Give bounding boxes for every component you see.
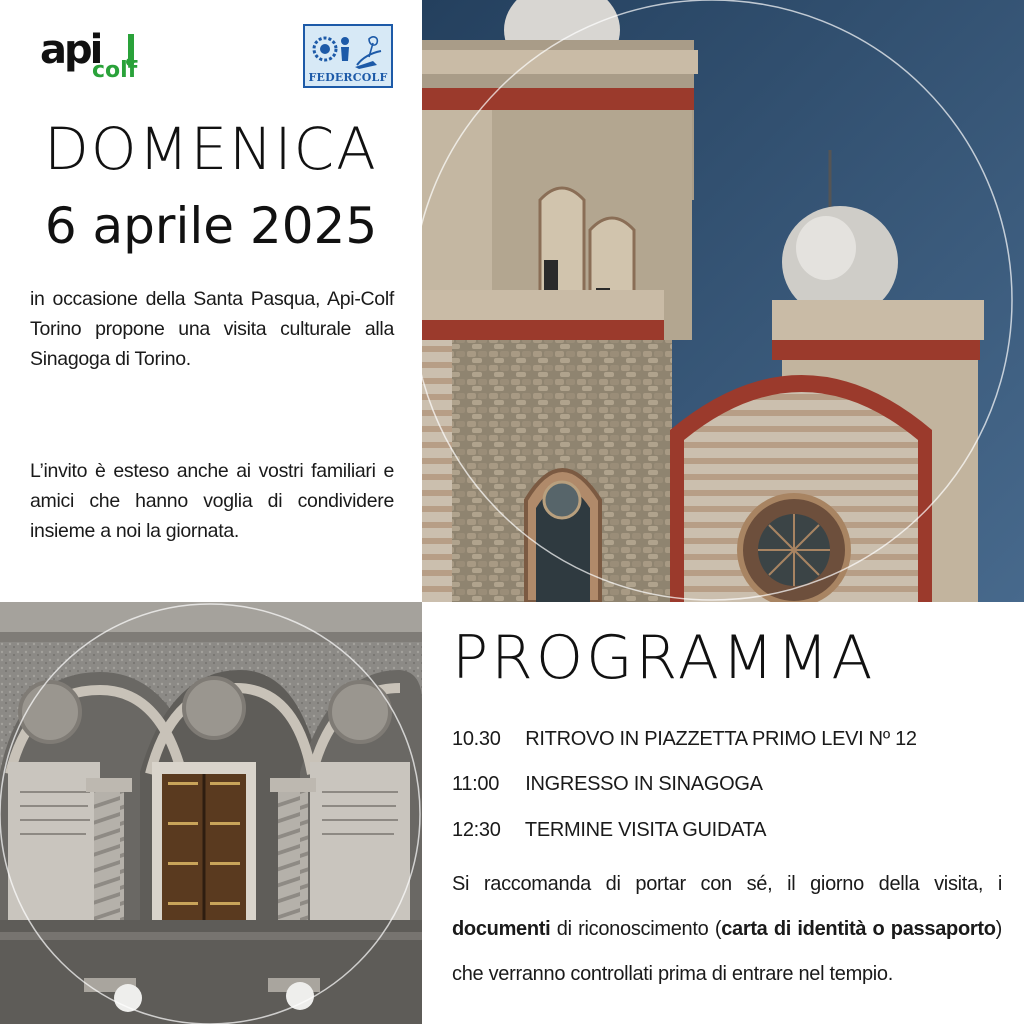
synagogue-portico-photo — [0, 602, 422, 1024]
schedule-time: 12:30 — [452, 819, 501, 841]
federcolf-logo — [303, 24, 393, 88]
schedule-row — [452, 816, 1002, 844]
intro-paragraph-1: in occasione della Santa Pasqua, Api-Colf Torino propone una visita culturale alla Sinagoga di Torino. — [30, 288, 394, 370]
federcolf-logo-text: FEDERCOLF — [308, 71, 388, 84]
schedule-row — [452, 725, 1002, 753]
documents-emphasis: documenti — [452, 918, 551, 940]
api-colf-logo-colf-text: colf — [92, 58, 138, 83]
synagogue-exterior-image — [422, 0, 1024, 602]
id-emphasis: carta di identità o passaporto — [721, 918, 996, 940]
schedule-row — [452, 770, 1002, 798]
api-colf-logo-api-text: api — [40, 27, 101, 73]
schedule-time: 11:00 — [452, 773, 500, 795]
documents-note: Si raccomanda di portar con sé, il giorno della visita, i documenti di riconoscimento (carta di identità o passaporto) che verranno controllati prima di entrare nel tempio. — [452, 873, 1002, 985]
api-colf-logo — [40, 27, 140, 90]
federcolf-emblem-icon — [311, 31, 387, 71]
schedule-activity: RITROVO IN PIAZZETTA PRIMO LEVI Nº 12 — [525, 728, 917, 750]
schedule-activity: INGRESSO IN SINAGOGA — [525, 773, 763, 795]
schedule-activity: TERMINE VISITA GUIDATA — [524, 819, 767, 841]
event-day-heading: DOMENICA — [44, 115, 378, 183]
synagogue-portico-image — [0, 602, 422, 1024]
schedule-time: 10.30 — [452, 728, 501, 750]
program-heading: PROGRAMMA — [452, 623, 876, 693]
event-date-heading: 6 aprile 2025 — [44, 197, 378, 255]
intro-panel — [0, 0, 422, 602]
synagogue-exterior-photo — [422, 0, 1024, 602]
intro-paragraph-2: L’invito è esteso anche ai vostri familiari e amici che hanno voglia di condividere insieme a noi la giornata. — [30, 460, 394, 542]
